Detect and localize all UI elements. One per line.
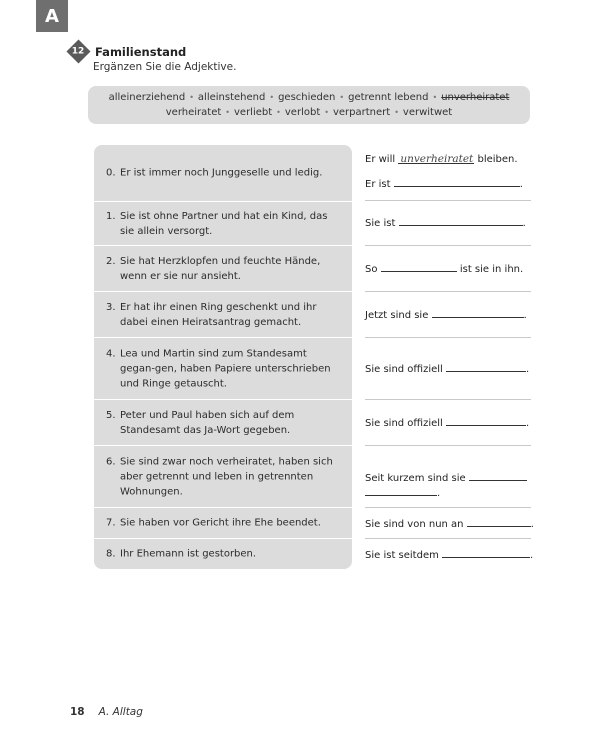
- exercise-title: Familienstand: [95, 44, 187, 59]
- answer-divider: [365, 507, 531, 508]
- separator-dot: •: [189, 93, 194, 102]
- answer-blank[interactable]: [432, 306, 524, 318]
- answer-7: Sie sind von nun an .: [365, 515, 534, 532]
- answer-divider: [365, 399, 531, 400]
- separator-dot: •: [269, 93, 275, 102]
- answer-blank[interactable]: [446, 414, 526, 426]
- example-answer-blank: [398, 152, 474, 164]
- separator-dot: •: [339, 93, 345, 102]
- answer-blank[interactable]: [446, 360, 526, 372]
- statement-row: 3. Er hat ihr einen Ring geschenkt und ihr dabei einen Heiratsantrag gemacht.: [94, 291, 352, 337]
- answer-6-line-1: Seit kurzem sind sie: [365, 469, 527, 486]
- separator-dot: •: [276, 108, 281, 117]
- answer-blank[interactable]: [442, 546, 530, 558]
- word-item: verwitwet: [402, 107, 453, 118]
- answer-8: Sie ist seitdem .: [365, 546, 533, 563]
- word-box-line-1: [88, 91, 530, 105]
- statement-row: 8. Ihr Ehemann ist gestorben.: [94, 538, 352, 569]
- answer-blank[interactable]: [394, 175, 520, 187]
- word-item: verheiratet: [165, 107, 222, 118]
- answer-3: Jetzt sind sie .: [365, 306, 527, 323]
- unit-tab: [36, 0, 68, 32]
- word-item: verliebt: [234, 107, 273, 118]
- answer-4: Sie sind offiziell .: [365, 360, 529, 377]
- statement-row: 0. Er ist immer noch Junggeselle und ledig.: [94, 145, 352, 201]
- answer-0-line-2: Er ist .: [365, 175, 523, 192]
- word-item: alleinerziehend: [108, 92, 186, 103]
- answer-blank[interactable]: [399, 214, 523, 226]
- word-box-line-2: [88, 106, 530, 120]
- example-answer: unverheiratet: [400, 153, 474, 165]
- answer-blank[interactable]: [467, 515, 531, 527]
- section-title: A. Alltag: [98, 706, 143, 718]
- exercise-header: [70, 43, 186, 60]
- statement-text: Sie hat Herzklopfen und feuchte Hände, wenn er sie nur ansieht.: [120, 255, 321, 282]
- exercise-instruction: Ergänzen Sie die Adjektive.: [93, 61, 237, 73]
- page-footer: [70, 706, 143, 718]
- statement-text: Ihr Ehemann ist gestorben.: [120, 548, 257, 560]
- statement-row: 6. Sie sind zwar noch verheiratet, haben sich aber getrennt und leben in getrennten Wohnungen.: [94, 445, 352, 507]
- statement-row: 5. Peter und Paul haben sich auf dem Standesamt das Ja-Wort gegeben.: [94, 399, 352, 445]
- separator-dot: •: [432, 93, 438, 102]
- word-item: verlobt: [284, 107, 321, 118]
- answer-1: Sie ist .: [365, 214, 526, 231]
- word-item: geschieden: [278, 92, 336, 103]
- answer-6-line-2: .: [365, 484, 440, 501]
- statement-row: 4. Lea und Martin sind zum Standesamt gegan-gen, haben Papiere unterschrieben und Ringe getauscht.: [94, 337, 352, 399]
- word-item: alleinstehend: [197, 92, 266, 103]
- word-item: getrennt lebend: [348, 92, 429, 103]
- statement-row: 1. Sie ist ohne Partner und hat ein Kind, das sie allein versorgt.: [94, 201, 352, 245]
- page-number: 18: [70, 706, 85, 718]
- statement-row: 7. Sie haben vor Gericht ihre Ehe beendet.: [94, 507, 352, 538]
- answer-divider: [365, 337, 531, 338]
- answer-divider: [365, 291, 531, 292]
- statement-row: 2. Sie hat Herzklopfen und feuchte Hände, wenn er sie nur ansieht.: [94, 245, 352, 291]
- statement-text: Lea und Martin sind zum Standesamt gegan-gen, haben Papiere unterschrieben und Ringe getauscht.: [120, 348, 331, 389]
- statement-text: Sie haben vor Gericht ihre Ehe beendet.: [120, 517, 321, 529]
- statement-text: Sie ist ohne Partner und hat ein Kind, das sie allein versorgt.: [120, 210, 328, 237]
- answer-divider: [365, 245, 531, 246]
- statement-text: Er ist immer noch Junggeselle und ledig.: [120, 167, 323, 179]
- answer-5: Sie sind offiziell .: [365, 414, 529, 431]
- answer-blank[interactable]: [469, 469, 527, 481]
- statement-text: Er hat ihr einen Ring geschenkt und ihr dabei einen Heiratsantrag gemacht.: [120, 301, 317, 328]
- statement-text: Sie sind zwar noch verheiratet, haben sich aber getrennt und leben in getrennten Wohnungen.: [120, 456, 333, 497]
- answer-blank[interactable]: [381, 260, 457, 272]
- unit-letter: A: [45, 5, 59, 27]
- separator-dot: •: [324, 108, 329, 117]
- exercise-number-badge: 12: [66, 39, 90, 63]
- word-item: verpartnert: [332, 107, 391, 118]
- separator-dot: •: [225, 108, 230, 117]
- statement-text: Peter und Paul haben sich auf dem Standesamt das Ja-Wort gegeben.: [120, 409, 295, 436]
- answer-divider: [365, 445, 531, 446]
- separator-dot: •: [394, 108, 399, 117]
- statements-panel: [94, 145, 352, 569]
- answer-blank[interactable]: [365, 484, 437, 496]
- answer-0-line-1: Er will unverheiratet bleiben.: [365, 153, 518, 165]
- word-box: [88, 86, 530, 124]
- word-item-used: unverheiratet: [441, 92, 510, 103]
- answer-2: So ist sie in ihn.: [365, 260, 523, 277]
- answer-divider: [365, 200, 531, 201]
- answer-divider: [365, 538, 531, 539]
